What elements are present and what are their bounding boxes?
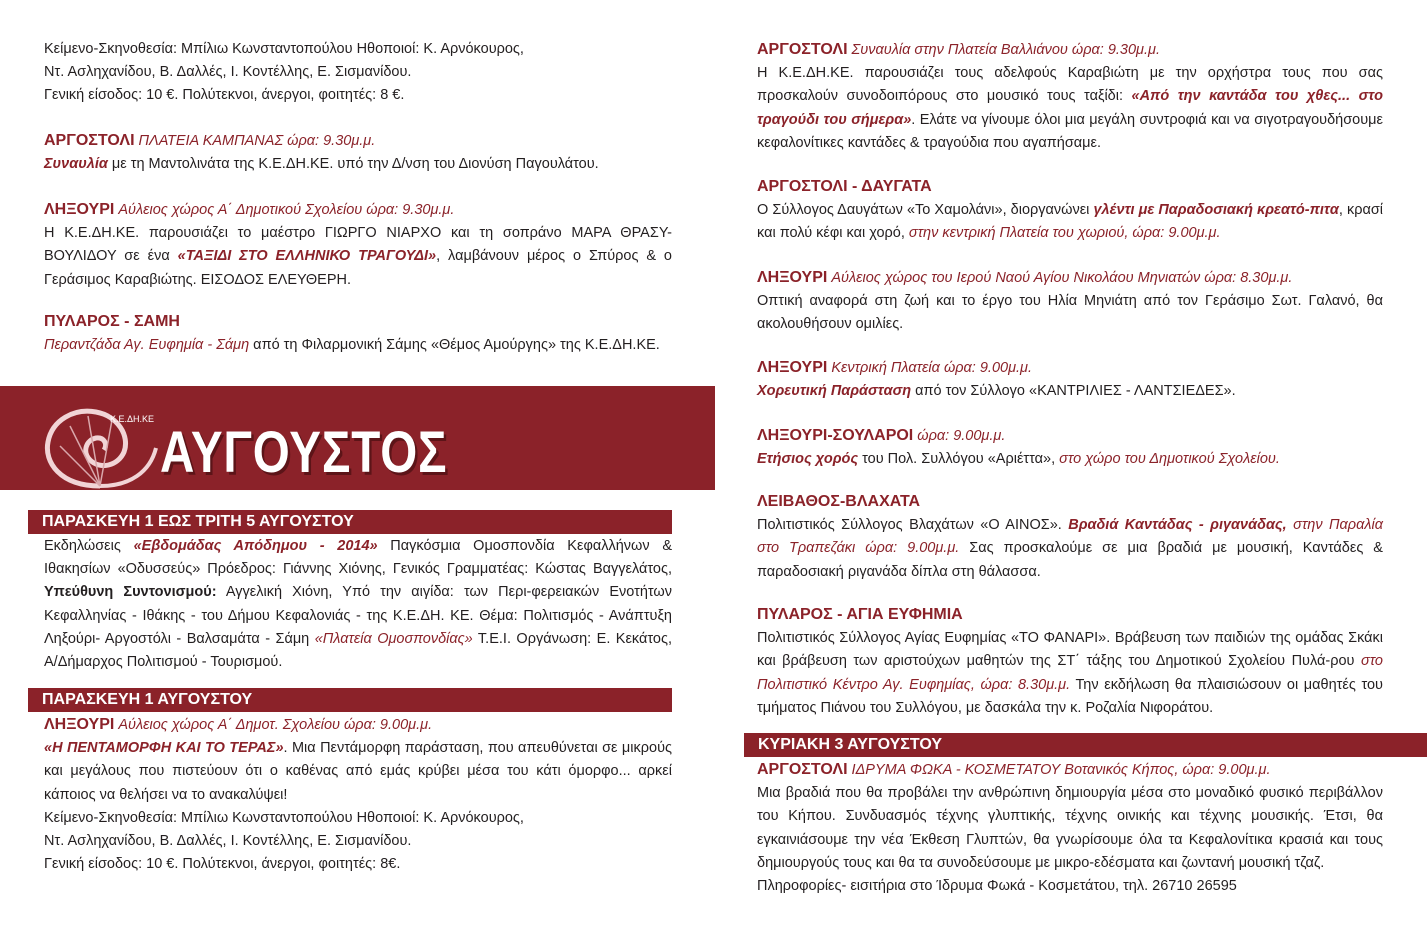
event-lixouri-square: ΛΗΞΟΥΡΙ Κεντρική Πλατεία ώρα: 9.00μ.μ. Χορευτική Παράσταση από τον Σύλλογο «ΚΑΝΤΡΙΛΙΕΣ - ΛΑΝΤΣΙΕΔΕΣ».	[757, 359, 1236, 400]
event-credits-1: Κείμενο-Σκηνοθεσία: Μπίλιω Κωνσταντοπούλου Ηθοποιοί: Κ. Αρνόκουρος, Ντ. Ασληχανίδου, Β. Δαλλές, Ι. Κοντέλλης, Ε. Σισμανίδου. Γενική είσοδος: 10 €. Πολύτεκνοι, άνεργοι, φοιτητές: 8 €.	[44, 41, 524, 104]
event-pylaros-sami: ΠΥΛΑΡΟΣ - ΣΑΜΗ Περαντζάδα Αγ. Ευφημία - Σάμη από τη Φιλαρμονική Σάμης «Θέμος Αμούργης» της Κ.Ε.ΔΗ.ΚΕ.	[44, 313, 660, 354]
event-argostoli-kampanas: ΑΡΓΟΣΤΟΛΙ ΠΛΑΤΕΙΑ ΚΑΜΠΑΝΑΣ ώρα: 9.30μ.μ. Συναυλία με τη Μαντολινάτα της Κ.Ε.ΔΗ.ΚΕ. υπό την Δ/νση του Διονύση Παγουλάτου.	[44, 132, 599, 173]
event-lixouri-school: ΛΗΞΟΥΡΙ Αύλειος χώρος Α΄ Δημοτικού Σχολείου ώρα: 9.30μ.μ. Η Κ.Ε.ΔΗ.ΚΕ. παρουσιάζει το μαέστρο ΓΙΩΡΓΟ ΝΙΑΡΧΟ και τη σοπράνο ΜΑΡΑ ΘΡΑΣΥ-ΒΟΥΛΙΔΟΥ σε ένα «ΤΑΞΙΔΙ ΣΤΟ ΕΛΛΗΝΙΚΟ ΤΡΑΓΟΥΔΙ», λαμβάνουν μέρος ο Σπύρος & ο Γεράσιμος Καραβιώτης. ΕΙΣΟΔΟΣ ΕΛΕΥΘΕΡΗ.	[44, 201, 672, 288]
event-soularoi: ΛΗΞΟΥΡΙ-ΣΟΥΛΑΡΟΙ ώρα: 9.00μ.μ. Ετήσιος χορός του Πολ. Συλλόγου «Αριέττα», στο χώρο του Δημοτικού Σχολείου.	[757, 427, 1280, 468]
date-bar-1-5-august: ΠΑΡΑΣΚΕΥΗ 1 ΕΩΣ ΤΡΙΤΗ 5 ΑΥΓΟΥΣΤΟΥ	[28, 510, 672, 534]
event-davgata: ΑΡΓΟΣΤΟΛΙ - ΔΑΥΓΑΤΑ Ο Σύλλογος Δαυγάτων «Το Χαμολάνι», διοργανώνει γλέντι με Παραδοσιακή κρεατό-πιτα, κρασί και πολύ κέφι και χορό, στην κεντρική Πλατεία του χωριού, ώρα: 9.00μ.μ.	[757, 178, 1383, 242]
event-lixouri-miniaton: ΛΗΞΟΥΡΙ Αύλειος χώρος του Ιερού Ναού Αγίου Νικολάου Μηνιατών ώρα: 8.30μ.μ. Οπτική αναφορά στη ζωή και το έργο του Ηλία Μηνιάτη από τον Γεράσιμο Σωτ. Γαλανό, θα ακολουθήσουν ομιλίες.	[757, 269, 1383, 333]
event-foka-kosmetatou: ΑΡΓΟΣΤΟΛΙ ΙΔΡΥΜΑ ΦΩΚΑ - ΚΟΣΜΕΤΑΤΟΥ Βοτανικός Κήπος, ώρα: 9.00μ.μ. Μια βραδιά που θα προβάλει την ανθρώπινη δημιουργία μέσα στο μοναδικό φυσικό περιβάλλον του Κήπου. Συνδυασμός τέχνης γλυπτικής, τέχνης οινικής και τέχνης μουσικής. Έτσι, θα εγκαινιάσουμε την νέα Έκθεση Γλυπτών, θα γνωρίσουμε όλα τα Κεφαλονίτικα κρασιά και τους δημιουργούς τους και θα τα συνοδεύσουμε με μικρο-εδέσματα και ζωντανή μουσική τζαζ. Πληροφορίες- εισιτήρια στο Ίδρυμα Φωκά - Κοσμετάτου, τηλ. 26710 26595	[757, 761, 1383, 895]
event-argostoli-vallianou: ΑΡΓΟΣΤΟΛΙ Συναυλία στην Πλατεία Βαλλιάνου ώρα: 9.30μ.μ. Η Κ.Ε.ΔΗ.ΚΕ. παρουσιάζει τους αδελφούς Καραβιώτη με την ορχήστρα τους που σας προσκαλούν συνοδοιπόρους στο μουσικό τους ταξίδι: «Από την καντάδα του χθες... στο τραγούδι του σήμερα». Ελάτε να γίνουμε όλοι μια μεγάλη συντροφιά και να σιγοτραγουδήσουμε κεφαλονίτικες καντάδες & τραγούδια που αγαπήσαμε.	[757, 41, 1384, 151]
svg-text:Κ.Ε.ΔΗ.ΚΕ: Κ.Ε.ΔΗ.ΚΕ	[110, 414, 155, 424]
date-bar-3-august: ΚΥΡΙΑΚΗ 3 ΑΥΓΟΥΣΤΟΥ	[744, 733, 1427, 757]
event-vlachata: ΛΕΙΒΑΘΟΣ-ΒΛΑΧΑΤΑ Πολιτιστικός Σύλλογος Βλαχάτων «Ο ΑΙΝΟΣ». Βραδιά Καντάδας - ριγανάδας, στην Παραλία στο Τραπεζάκι ώρα: 9.00μ.μ. Σας προσκαλούμε σε μια βραδιά με μουσική, Καντάδες & παραδοσιακή ριγανάδα δίπλα στη θάλασσα.	[757, 493, 1383, 580]
event-beauty-and-beast: ΛΗΞΟΥΡΙ Αύλειος χώρος Α΄ Δημοτ. Σχολείου ώρα: 9.00μ.μ. «Η ΠΕΝΤΑΜΟΡΦΗ ΚΑΙ ΤΟ ΤΕΡΑΣ». Μια Πεντάμορφη παράσταση, που απευθύνεται σε μικρούς και μεγάλους που πιστεύουν ότι ο καθένας από εμάς κρύβει μέσα του κάτι όμορφο... αρκεί κάποιος να θελήσει να το ανακαλύψει! Κείμενο-Σκηνοθεσία: Μπίλιω Κωνσταντοπούλου Ηθοποιοί: Κ. Αρνόκουρος, Ντ. Ασληχανίδου, Β. Δαλλές, Ι. Κοντέλλης, Ε. Σισμανίδου. Γενική είσοδος: 10 €. Πολύτεκνοι, άνεργοι, φοιτητές: 8€.	[44, 716, 672, 873]
nautilus-logo-icon	[40, 402, 160, 490]
month-title: ΑΥΓΟΥΣΤΟΣ	[160, 420, 448, 485]
date-bar-1-august: ΠΑΡΑΣΚΕΥΗ 1 ΑΥΓΟΥΣΤΟΥ	[28, 688, 672, 712]
event-week-of-expatriate: Εκδηλώσεις «Εβδομάδας Απόδημου - 2014» Παγκόσμια Ομοσπονδία Κεφαλλήνων & Ιθακησίων «Οδυσσεύς» Πρόεδρος: Γιάννης Χιόνης, Γενικός Γραμματέας: Κώστας Βαγγελάτος, Υπεύθυνη Συντονισμού: Αγγελική Χιόνη, Υπό την αιγίδα: των Περι-φερειακών Ενοτήτων Κεφαλληνίας - Ιθάκης - του Δήμου Κεφαλονιάς - της Κ.Ε.ΔΗ. ΚΕ. Θέμα: Πολιτισμός - Ανάπτυξη Ληξούρι- Αργοστόλι - Βαλσαμάτα - Σάμη «Πλατεία Ομοσπονδίας» Τ.Ε.Ι. Οργάνωση: Ε. Κεκάτος, Α/Δήμαρχος Πολιτισμού - Τουρισμού.	[44, 538, 672, 671]
event-agia-efimia: ΠΥΛΑΡΟΣ - ΑΓΙΑ ΕΥΦΗΜΙΑ Πολιτιστικός Σύλλογος Αγίας Ευφημίας «ΤΟ ΦΑΝΑΡΙ». Βράβευση των παιδιών της ομάδας Σκάκι και βράβευση των αριστούχων μαθητών της ΣΤ΄ τάξης του Δημοτικού Σχολείου Πυλά-ρου στο Πολιτιστικό Κέντρο Αγ. Ευφημίας, ώρα: 8.30μ.μ. Την εκδήλωση θα πλαισιώσουν οι μαθητές του τμήματος Πιάνου του Συλλόγου, με δασκάλα την κ. Ροζαλία Νιφοράτου.	[757, 606, 1383, 716]
